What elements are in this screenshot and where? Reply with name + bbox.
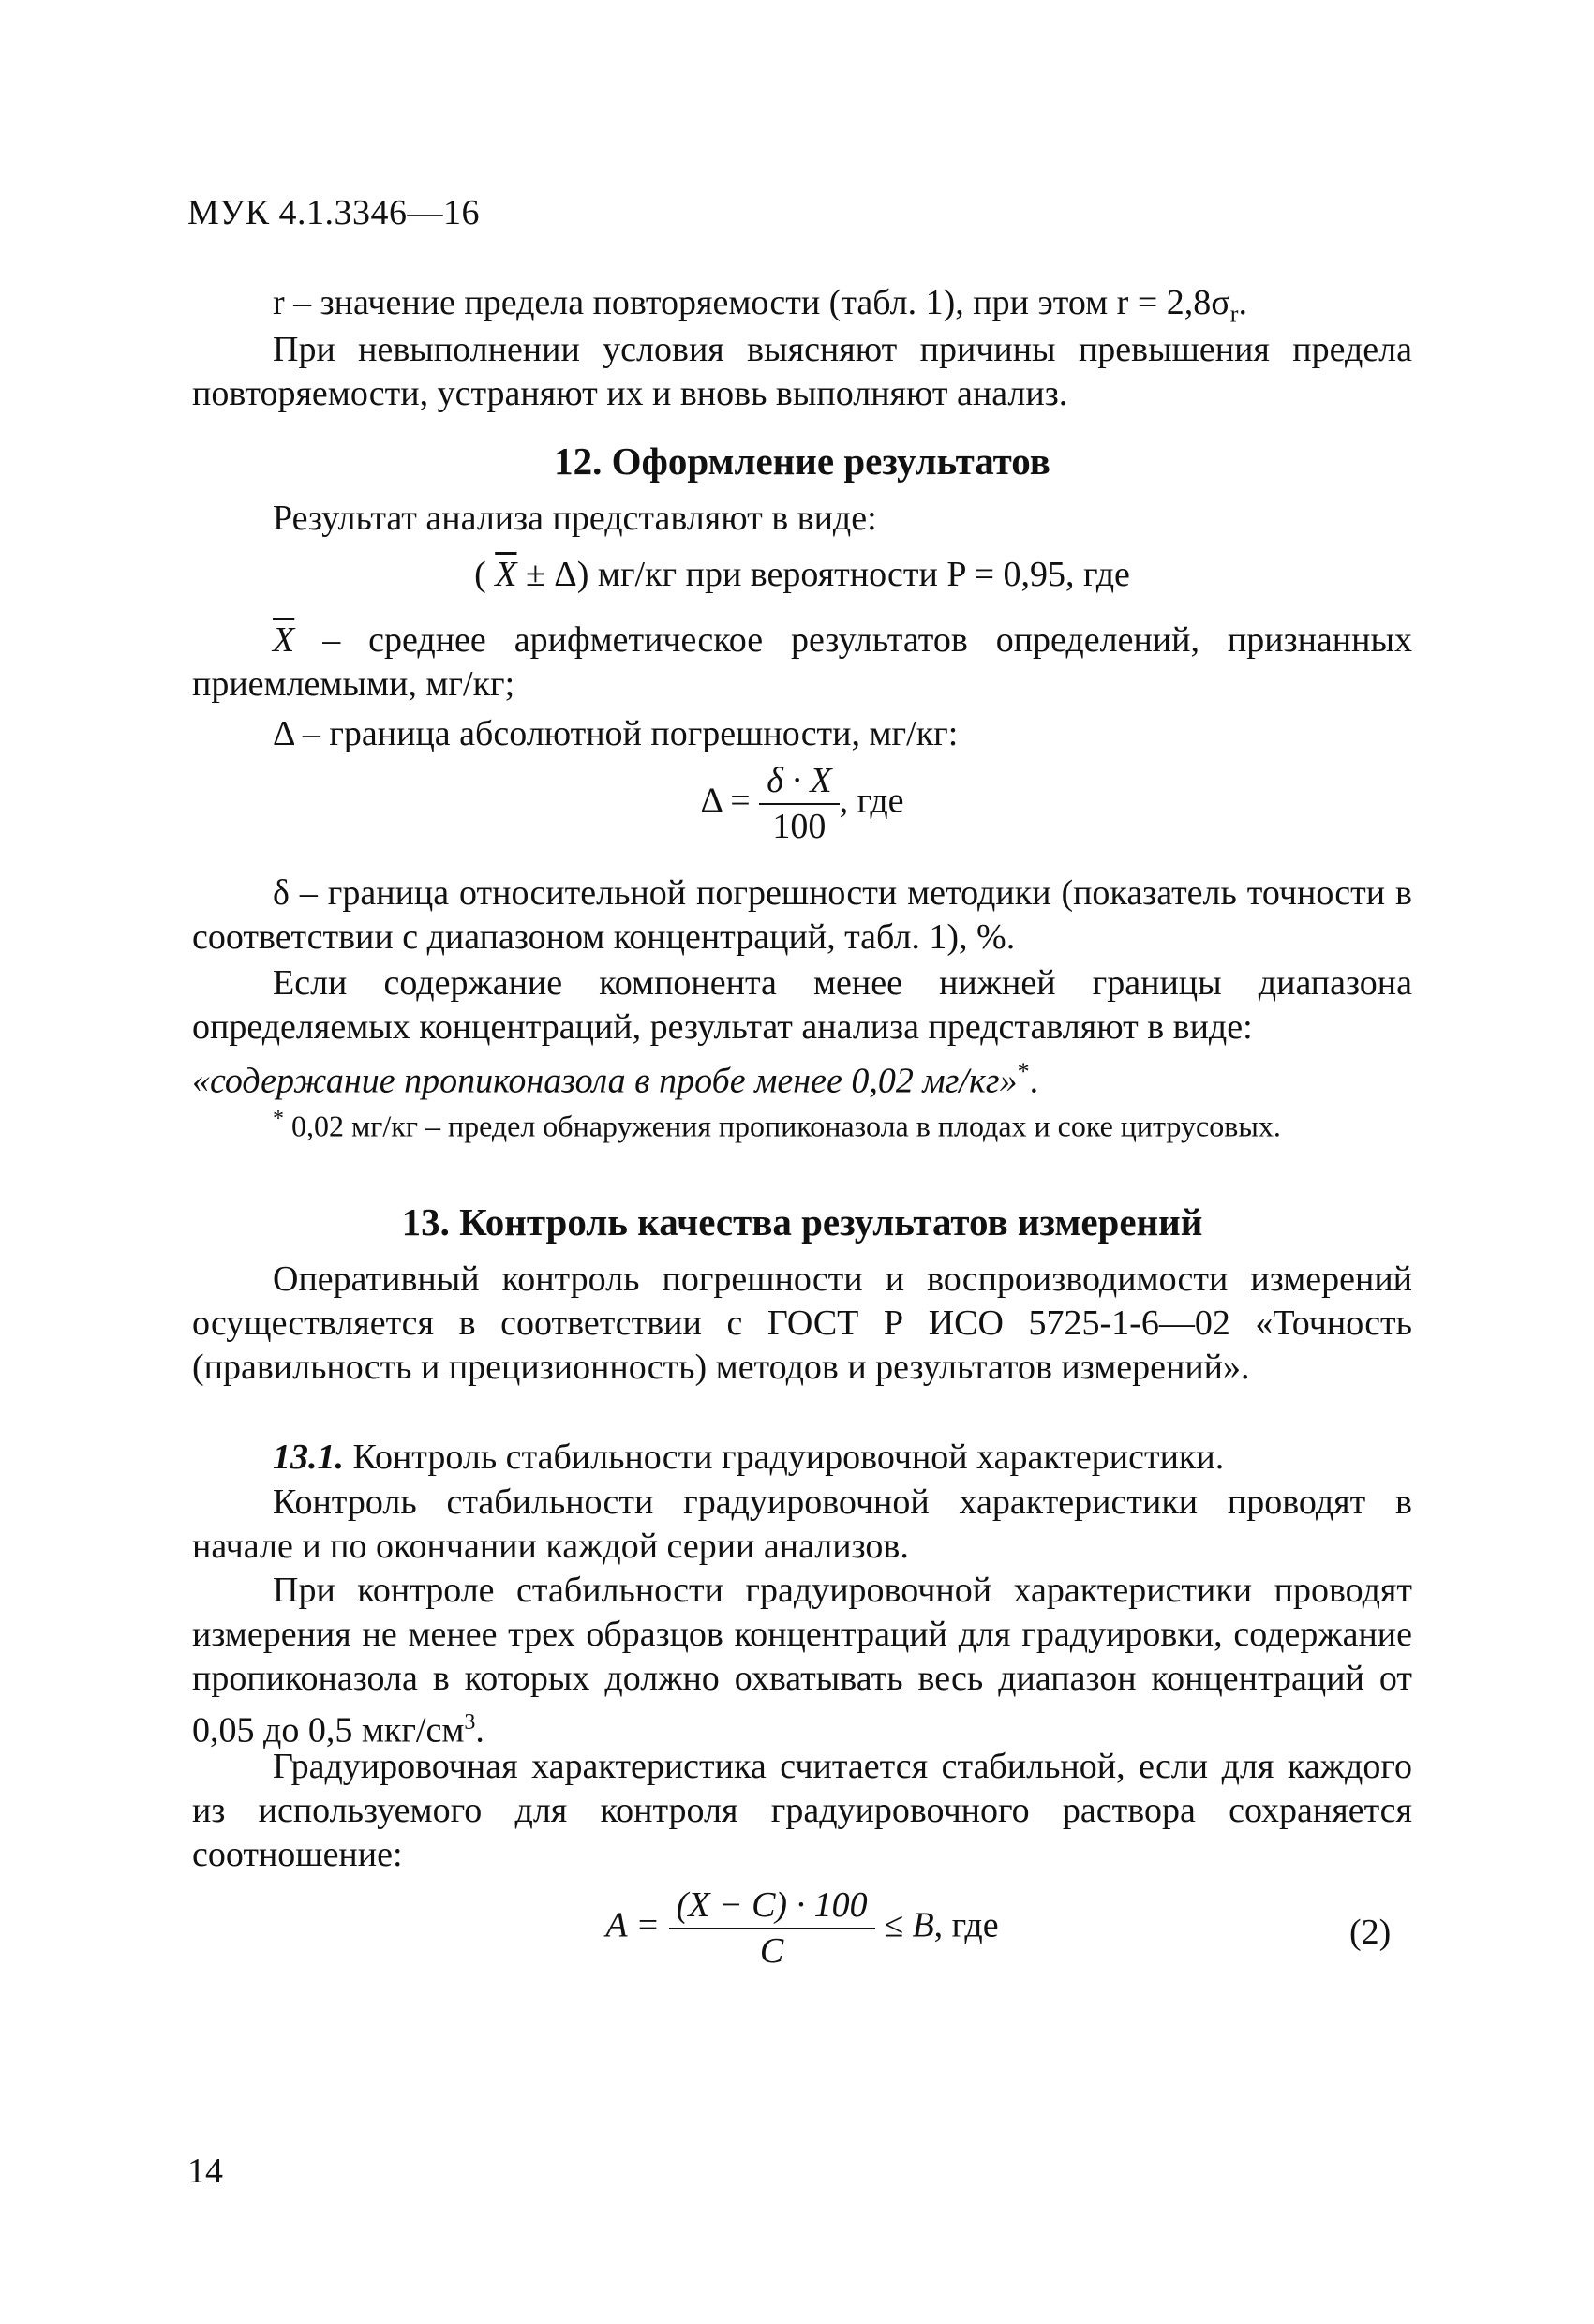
subsection-title: Контроль стабильности градуировочной характеристики. [344, 1438, 1225, 1477]
delta-fraction [759, 759, 839, 849]
repeatability-failure-paragraph: При невыполнении условия выясняют причины превышения предела повторяемости, устраняют их и вновь выполняют анализ. [192, 330, 1412, 413]
stability-measurement-paragraph: При контроле стабильности градуировочной характеристики проводят измерения не менее трех образцов концентраций для градуировки, содержание пропиконазола в которых должно охватывать весь диапазон концентраций от 0,05 до 0,5 мкг/$см^3$. [192, 1571, 1412, 1750]
section-13-heading: 13. Контроль качества результатов измерений [401, 1200, 1203, 1244]
equation-number: (2) [1349, 1913, 1392, 1952]
below-range-quote: «содержание пропиконазола в пробе менее 0,02 мг/кг»*. [192, 1058, 1039, 1101]
x-bar-symbol: $\overline{X}$ [273, 620, 295, 660]
equation-numerator: (X − C) · 100 [669, 1884, 875, 1929]
delta-denominator: 100 [772, 807, 827, 846]
footnote: * 0,02 мг/кг – предел обнаружения пропиконазола в плодах и соке цитрусовых. [273, 1107, 1281, 1143]
repeatability-text: r – значение предела повторяемости (табл. 1), при этом r = 2,8σ [273, 283, 1230, 322]
result-intro: Результат анализа представляют в виде: [273, 499, 877, 538]
result-formula: ( $\overline{X} \pm \Delta$) мг/кг при вероятности P = 0,95, где [474, 555, 1130, 594]
mean-definition: $\overline{X}$ – среднее арифметическое результатов определений, признанных приемлемыми, мг/кг; [192, 620, 1413, 704]
equation-fraction [669, 1884, 875, 1974]
page-number: 14 [187, 2152, 223, 2191]
repeatability-definition: r – значение предела повторяемости (табл. 1), при этом $r = 2,8\sigma_r$. [273, 283, 1247, 328]
quality-control-paragraph: Оперативный контроль погрешности и воспроизводимости измерений осуществляется в соответствии с ГОСТ Р ИСО 5725-1-6—02 «Точность (правильность и прецизионность) методов и результатов измерений». [192, 1259, 1412, 1387]
sigma-subscript: r [1229, 300, 1239, 328]
subsection-number: 13.1. [273, 1438, 344, 1477]
delta-numerator: δ · X [759, 759, 839, 805]
section-12-heading: 12. Оформление результатов [554, 439, 1050, 483]
x-bar-symbol: $\overline{X}$ [495, 555, 517, 594]
document-header: МУК 4.1.3346—16 [187, 193, 481, 232]
equation-2: A = $\frac{(X - C) \cdot 100}{C}$ ≤ B, где [192, 1884, 1412, 1974]
stability-criterion-paragraph: Градуировочная характеристика считается стабильной, если для каждого из используемого для контроля градуировочного раствора сохраняется соотношение: [192, 1747, 1412, 1874]
relative-error-definition: δ – граница относительной погрешности методики (показатель точности в соответствии с диапазоном концентраций, табл. 1), %. [192, 873, 1412, 957]
delta-formula: Δ = $\frac{\delta \cdot X}{100}$ , где [192, 759, 1412, 849]
absolute-error-definition: Δ – граница абсолютной погрешности, мг/кг: [273, 714, 959, 753]
below-range-paragraph: Если содержание компонента менее нижней границы диапазона определяемых концентраций, результат анализа представляют в виде: [192, 963, 1412, 1047]
stability-control-paragraph: Контроль стабильности градуировочной характеристики проводят в начале и по окончании каждой серии анализов. [192, 1482, 1412, 1566]
subsection-13-1 [192, 1436, 1412, 1480]
equation-denominator: C [759, 1931, 784, 1971]
